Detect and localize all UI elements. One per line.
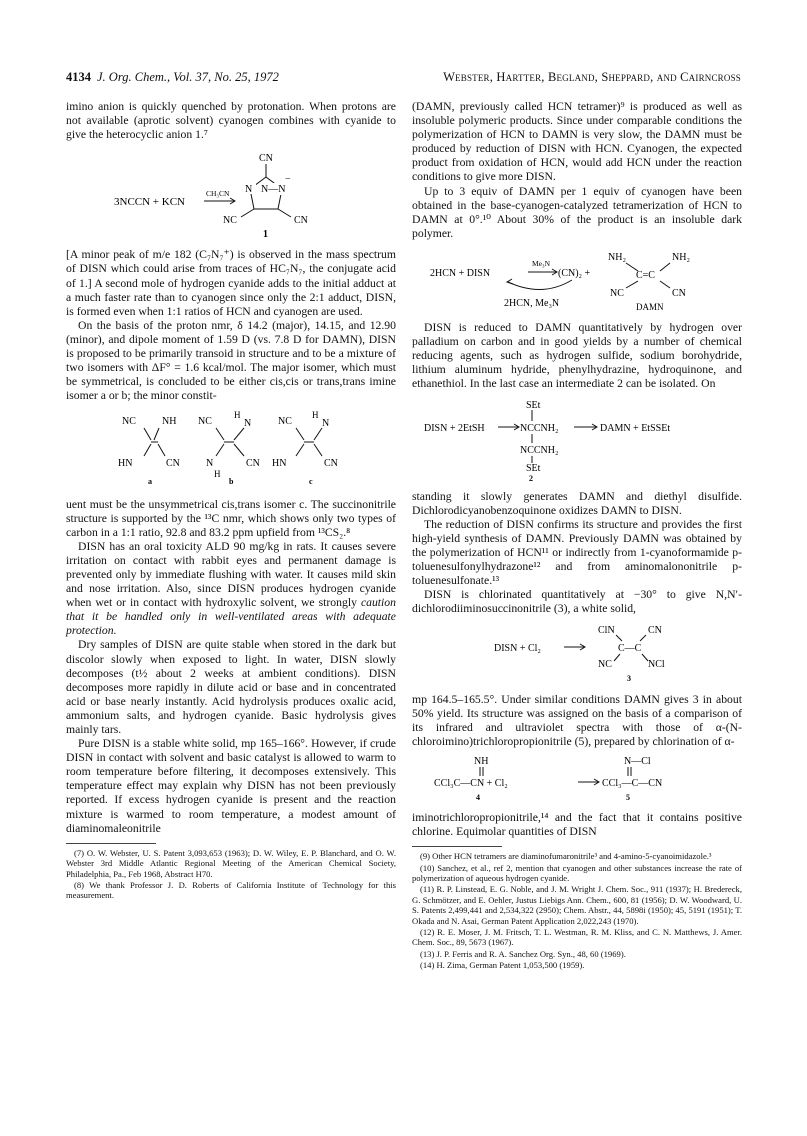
damn-nc: NC [610,287,624,299]
paragraph: (DAMN, previously called HCN tetramer)⁹ is produced as well as insoluble polymeric products. Since under comparable conditions the polymerization of HCN to DAMN is very slow, the DAMN must be produced by reduction of DISN with HCN. Cyanogen, the expected product from oxidation of HCN, would add HCN under the reaction conditions to give more DISN. [412,100,742,184]
scheme3-products: DAMN + EtSSEt [600,422,671,434]
cn-label: CN [648,625,662,637]
footnote-11: (11) R. P. Linstead, E. G. Noble, and J. M. Wright J. Chem. Soc., 911 (1937); H. Bredereck, G. Schmötzer, and E. Oehler, Justus Liebigs Ann. Chem., 600, 81 (1956); D. W. Woodward, U. S. Patents 2,499,441 and 2,534,322 (2950); Chem. Abstr., 44, 5898i (1950); 45, 5191 (1951); T. Okada and N. Asai, German Patent Application 2,022,243 (1970). [412,884,742,926]
right-column [412,100,742,972]
a-cn: CN [166,458,180,470]
isomer-structures [66,408,396,492]
footnote-7: (7) O. W. Webster, U. S. Patent 3,093,653 (1963); D. W. Wiley, E. P. Blanchard, and O. W. Webster 3rd Middle Atlantic Regional Meeting of the American Chemical Society, Philadelphia, Pa., Feb 1968, Abstract H70. [66,847,396,879]
b-n-bottom: N [206,458,214,470]
scheme4-reactants: DISN + Cl₂ [494,643,541,655]
c-h-top: H [312,410,319,421]
footnotes-right [412,846,742,970]
footnote-rule [412,846,502,847]
paragraph: The reduction of DISN confirms its structure and provides the first high-yield synthesis of DAMN. Previously DAMN was obtained by the polymerization of HCN¹¹ or indirectly from 1-cyanoformamide p-toluenesulfonylhydrazone¹² and from aminomalononitrile p-toluenesulfonate.¹³ [412,517,742,588]
ring-n: N [245,184,253,196]
reactants: 3NCCN + KCN [114,196,185,209]
cn-right: CN [294,215,308,227]
a-nc: NC [122,416,136,428]
ncl-label: N—Cl [624,755,651,767]
page-header [66,70,741,86]
cn-top: CN [259,153,273,165]
scheme-4 [412,621,742,687]
nc-label: NC [598,659,612,671]
intermediate-top: NCCNH₂ [520,422,559,434]
scheme-2 [412,246,742,316]
anion-charge: − [285,174,291,186]
footnote-13: (13) J. P. Ferris and R. A. Sanchez Org. Syn., 48, 60 (1969). [420,948,626,959]
paragraph: Dry samples of DISN are quite stable when stored in the dark but discolor slowly when exposed to light. In water, DISN slowly decomposes (t½ about 2 weeks at ambient conditions). DISN decomposes more rapidly in dilute acid or base and in concentrated acid or base nearly instantly. Acid hydrolysis produces oxalic acid, ammonium salts, and hydrogen cyanide. Basic hydrolysis gives mainly tars. [66,638,396,736]
scheme-3 [412,397,742,485]
cc-bond: C—C [618,643,642,655]
running-authors: Webster, Hartter, Begland, Sheppard, and Cairncross [443,70,741,84]
scheme-5 [412,754,742,806]
paragraph: iminotrichloropropionitrile,¹⁴ and the fact that it contains positive chlorine. Equimolar quantities of DISN [412,811,742,839]
ncl-label: NCl [648,659,665,671]
b-n-top: N [244,418,252,430]
compound-2-label: 2 [529,473,533,481]
page-number: 4134 [66,70,91,84]
footnote-9: (9) Other HCN tetramers are diaminofumaronitrile³ and 4-amino-5-cyanoimidazole.³ [420,851,712,862]
damn-label: DAMN [636,301,664,312]
damn-cc: C=C [636,269,655,281]
footnote-rule [66,843,156,844]
nc-left: NC [223,215,237,227]
scheme5-product: CCl₃—C—CN [602,777,663,789]
scheme5-reactants: CCl₃C—CN + Cl₂ [434,777,508,789]
paragraph [66,540,396,639]
toxicity-text: DISN has an oral toxicity ALD 90 mg/kg in rats. It causes severe irritation on contact with rabbit eyes and permanent damage is prevented only by immediate flushing with water. It causes mild skin and nose irritation. Also, since DISN produces hydrogen cyanide when wet or in contact with hydroxylic solvent, we strongly [66,539,396,610]
paragraph: standing it slowly generates DAMN and diethyl disulfide. Dichlorodicyanobenzoquinone oxidizes DAMN to DISN. [412,489,742,517]
paragraph: Up to 3 equiv of DAMN per 1 equiv of cyanogen have been obtained in the base-cyanogen-catalyzed tetramerization of HCN to DAMN at 0°.¹⁰ About 30% of the product is an insoluble dark polymer. [412,184,742,240]
c-n-top: N [322,418,330,430]
label-b: b [229,477,234,487]
paragraph: On the basis of the proton nmr, δ 14.2 (major), 14.15, and 12.90 (minor), and dipole moment of 1.59 D (vs. 7.8 D for DAMN), DISN is proposed to be primarily transoid in structure and to be a mixture of two isomers with ΔF° = 1.6 kcal/mol. The major isomer, which must be symmetrical, is concluded to be either cis,cis or trans,trans imine isomer a or b; the minor constit- [66,318,396,403]
label-c: c [309,477,313,487]
paragraph: [A minor peak of m/e 182 (C₇N₇⁺) is observed in the mass spectrum of DISN which could arise from traces of HC₇N₇, the conjugate acid of 1.] A second mole of hydrogen cyanide adds to the initial adduct at a much faster rate than to cyanogen since only the 2:1 adduct, DISN, is formed even when 1:1 ratios of HCN and cyanogen are used. [66,248,396,318]
c-nc: NC [278,416,292,428]
paragraph: DISN is reduced to DAMN quantitatively by hydrogen over palladium on carbon and in good yields by a number of chemical reducing agents, such as hydrogen sulfide, sodium borohydride, lithium aluminum hydride, phenylhydrazine, hydroquinone, and ethanethiol. In the last case an intermediate 2 can be isolated. On [412,321,742,391]
journal-citation: J. Org. Chem., Vol. 37, No. 25, 1972 [97,70,279,84]
footnote-10: (10) Sanchez, et al., ref 2, mention that cyanogen and other substances increase the rate of polymerization of aqueous hydrogen cyanide. [412,862,742,883]
a-nh: NH [162,416,177,428]
caution-text: caution that it be handled only in well-ventilated areas with adequate protection. [66,596,396,638]
paragraph: uent must be the unsymmetrical cis,trans isomer c. The succinonitrile structure is supported by the ¹³C nmr, which shows only two types of carbon in a 1:1 ratio, 92.8 and 83.2 ppm upfield from ¹³CS₂.⁸ [66,497,396,539]
compound-5-label: 5 [626,792,630,802]
damn-nh2-right: NH₂ [672,251,690,263]
intermediate-bottom: NCCNH₂ [520,444,559,456]
c-hn: HN [272,458,287,470]
label-a: a [148,477,152,487]
paragraph: imino anion is quickly quenched by protonation. When protons are not available (aprotic solvent) cyanogen combines with cyanide to give the heterocyclic anion 1.⁷ [66,100,396,142]
scheme-1 [66,147,396,243]
ring-nn: N—N [261,184,286,196]
damn-cn: CN [672,287,686,299]
paragraph: Pure DISN is a stable white solid, mp 165–166°. However, if crude DISN in contact with solvent and basic catalyst is allowed to warm to room temperature before filtering, it decomposes extensively. This temperature effect may explain why DISN has not been previously reported. If excess hydrogen cyanide is present and the reaction mixture is warmed to room temperature, a modest amount of diaminomaleonitrile [66,737,396,835]
set-top: SEt [526,399,541,411]
scheme2-catalyst: Me₃N [532,258,551,268]
paragraph: mp 164.5–165.5°. Under similar conditions DAMN gives 3 in about 50% yield. Its structure was assigned on the basis of a comparison of its infrared and ultraviolet spectra with those of α-(N-chloroimino)trichloropropionitrile (5), prepared by chlorination of α- [412,692,742,748]
scheme2-products: (CN)₂ + [558,267,591,279]
a-hn: HN [118,458,133,470]
footnote-12: (12) R. E. Moser, J. M. Fritsch, T. L. Westman, R. M. Kliss, and C. N. Matthews, J. Amer. Chem. Soc., 89, 5673 (1967). [412,927,742,948]
nh-label: NH [474,755,489,767]
b-cn: CN [246,458,260,470]
scheme2-return: 2HCN, Me₃N [504,297,560,309]
footnote-8: (8) We thank Professor J. D. Roberts of California Institute of Technology for this measurement. [66,879,396,901]
cln-label: ClN [598,625,615,637]
compound-3-label: 3 [627,674,631,684]
scheme2-reactants: 2HCN + DISN [430,267,491,279]
b-h-top: H [234,410,241,421]
b-nc: NC [198,416,212,428]
c-cn: CN [324,458,338,470]
compound-label: 1 [263,229,268,240]
footnotes-left [66,843,396,901]
solvent-label: CH₃CN [206,189,230,199]
set-bottom: SEt [526,462,541,474]
compound-4-label: 4 [476,792,480,802]
scheme3-reactants: DISN + 2EtSH [424,422,485,434]
damn-nh2-left: NH₂ [608,251,626,263]
paragraph: DISN is chlorinated quantitatively at −30° to give N,N′-dichlorodiiminosuccinonitrile (3), a white solid, [412,588,742,616]
footnote-14: (14) H. Zima, German Patent 1,053,500 (1959). [420,960,585,971]
left-column [66,100,396,902]
b-h-bottom: H [214,469,221,480]
